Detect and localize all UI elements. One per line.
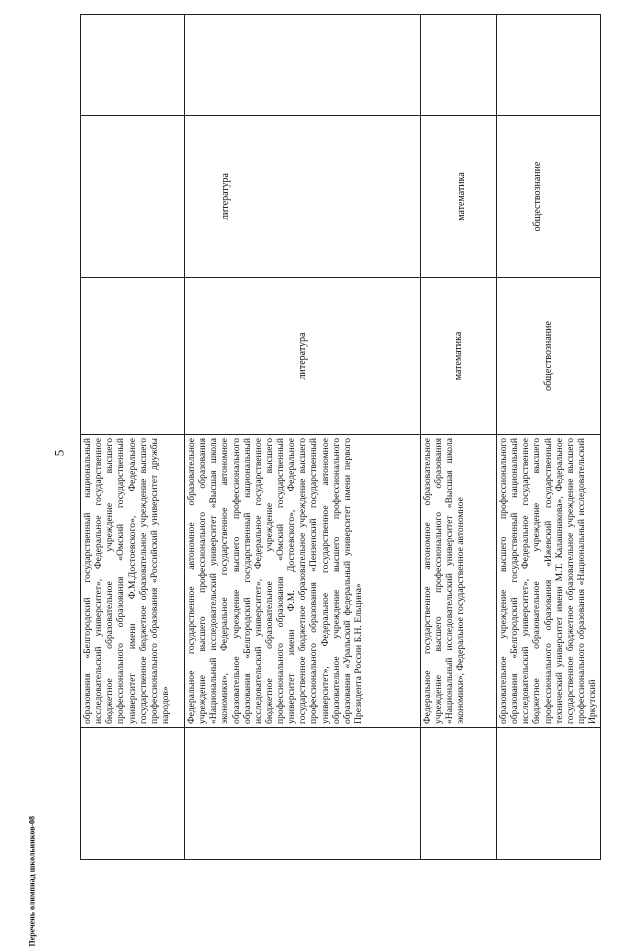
table-row: [497, 15, 601, 860]
table-cell-subject: математика: [421, 116, 497, 278]
table-cell-profile: [81, 278, 185, 435]
table-cell-number: [185, 728, 421, 860]
table-cell-profile: литература: [185, 278, 421, 435]
table-cell-level: [421, 15, 497, 116]
table-cell-organizers: Федеральное государственное автономное образовательное учреждение высшего профессионального образования «Национальный исследовательский университет «Высшая школа экономики», Федеральное государственное автономное образовательное учреждение высшего профессионального образования «Белгородский государственный национальный исследовательский университет», Федеральное государственное бюджетное образовательное учреждение высшего профессионального образования «Омский государственный университет имени Ф.М. Достоевского», Федеральное государственное бюджетное образовательное учреждение высшего профессионального образования «Пензенский государственный университет», Федеральное государственное автономное образовательное учреждение высшего профессионального образования «Уральский федеральный университет имени первого Президента России Б.Н. Ельцина»: [185, 435, 421, 728]
table-row: [185, 15, 421, 860]
olympiad-table: [80, 14, 601, 860]
table-cell-level: [81, 15, 185, 116]
table-cell-profile: математика: [421, 278, 497, 435]
document-footer: Перечень олимпиад школьников-08: [27, 815, 37, 947]
table-cell-subject: литература: [185, 116, 421, 278]
table-row: [421, 15, 497, 860]
table-cell-organizers: образовательное учреждение высшего профессионального образования «Белгородский государственный национальный исследовательский университет», Федеральное государственное бюджетное образовательное учреждение высшего профессионального образования «Ижевский государственный технический университет имени М.Т. Калашникова», Федеральное государственное бюджетное образовательное учреждение высшего профессионального образования «Национальный исследовательский Иркутский: [497, 435, 601, 728]
table-cell-number: [421, 728, 497, 860]
olympiad-table-container: [80, 50, 600, 860]
table-cell-subject: обществознание: [497, 116, 601, 278]
table-cell-number: [497, 728, 601, 860]
table-cell-organizers: Федеральное государственное автономное образовательное учреждение высшего профессионального образования «Национальный исследовательский университет «Высшая школа экономики», Федеральное государственное автономное: [421, 435, 497, 728]
table-cell-number: [81, 728, 185, 860]
table-cell-subject: [81, 116, 185, 278]
table-cell-profile: обществознание: [497, 278, 601, 435]
table-cell-level: [185, 15, 421, 116]
table-cell-level: [497, 15, 601, 116]
table-cell-organizers: образования «Белгородский государственный национальный исследовательский университет», Федеральное государственное бюджетное образовательное учреждение высшего профессионального образования «Омский государственный университет имени Ф.М.Достоевского», Федеральное государственное бюджетное образовательное учреждение высшего профессионального образования «Российский университет дружбы народов»: [81, 435, 185, 728]
page-number: 5: [51, 449, 67, 457]
table-row: [81, 15, 185, 860]
